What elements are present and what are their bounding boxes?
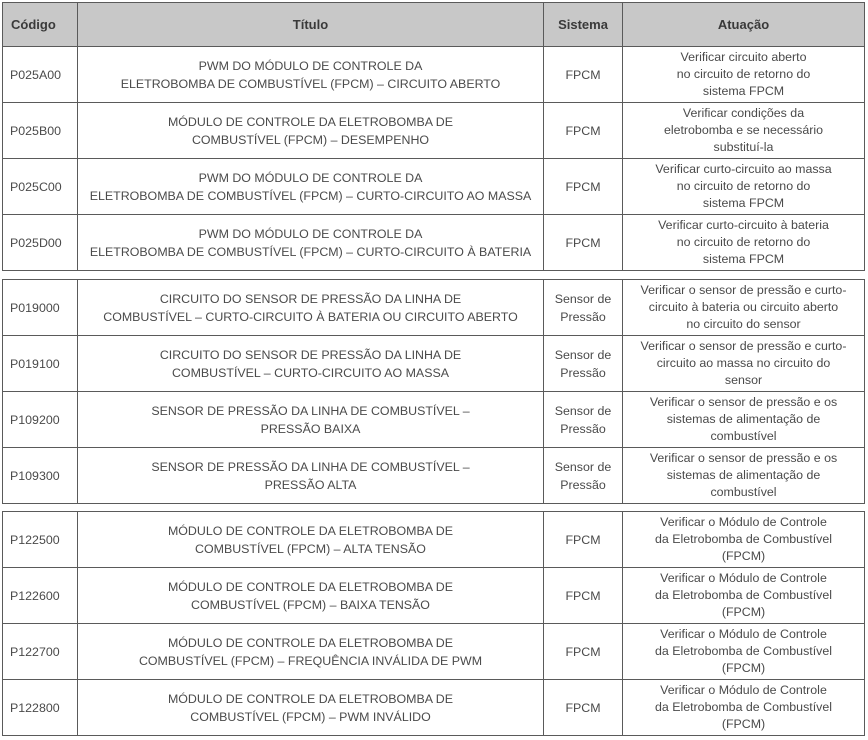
table-header-row [3, 3, 865, 47]
action-line: sistemas de alimentação de [666, 468, 821, 482]
action-line: sensor [724, 373, 763, 387]
table-row [3, 47, 865, 103]
action-line: sistema FPCM [702, 196, 785, 210]
system-line: Pressão [560, 477, 606, 492]
system-cell [544, 336, 623, 392]
action-line: no circuito de retorno do [676, 179, 811, 193]
code-cell: P025A00 [3, 47, 78, 103]
title-cell [78, 624, 544, 680]
action-line: (FPCM) [721, 549, 766, 563]
system-cell [544, 103, 623, 159]
action-cell [623, 280, 865, 336]
action-line: Verificar o Módulo de Controle [660, 515, 827, 529]
system-line: Pressão [560, 309, 606, 324]
action-line: circuito ao massa no circuito do [656, 356, 831, 370]
action-cell [623, 680, 865, 736]
title-line: COMBUSTÍVEL (FPCM) – DESEMPENHO [191, 132, 430, 147]
action-line: (FPCM) [721, 661, 766, 675]
action-cell [623, 159, 865, 215]
system-line: FPCM [565, 123, 601, 138]
system-cell [544, 568, 623, 624]
table-row [3, 448, 865, 504]
code-cell: P122800 [3, 680, 78, 736]
action-cell [623, 448, 865, 504]
fault-code-table-group-3 [2, 511, 865, 736]
action-line: Verificar curto-circuito à bateria [658, 218, 829, 232]
system-line: Pressão [560, 365, 606, 380]
title-line: CIRCUITO DO SENSOR DE PRESSÃO DA LINHA DE [159, 347, 462, 362]
system-line: Sensor de [554, 459, 612, 474]
system-line: FPCM [565, 700, 601, 715]
title-line: MÓDULO DE CONTROLE DA ELETROBOMBA DE [167, 635, 454, 650]
action-line: substituí-la [713, 140, 774, 154]
action-line: da Eletrobomba de Combustível [654, 700, 832, 714]
header-titulo: Título [78, 3, 544, 47]
action-line: da Eletrobomba de Combustível [654, 588, 832, 602]
title-line: ELETROBOMBA DE COMBUSTÍVEL (FPCM) – CURTO-CIRCUITO À BATERIA [89, 244, 532, 259]
action-line: da Eletrobomba de Combustível [654, 644, 832, 658]
title-line: PWM DO MÓDULO DE CONTROLE DA [198, 170, 423, 185]
system-line: FPCM [565, 179, 601, 194]
code-cell: P122600 [3, 568, 78, 624]
code-cell: P025D00 [3, 215, 78, 271]
table-row [3, 680, 865, 736]
table-row [3, 624, 865, 680]
action-line: no circuito do sensor [686, 317, 801, 331]
action-line: Verificar o Módulo de Controle [660, 627, 827, 641]
table-row [3, 512, 865, 568]
table-row [3, 336, 865, 392]
action-cell [623, 568, 865, 624]
title-cell [78, 392, 544, 448]
table-row [3, 103, 865, 159]
title-line: PRESSÃO BAIXA [260, 421, 361, 436]
title-cell [78, 448, 544, 504]
title-line: ELETROBOMBA DE COMBUSTÍVEL (FPCM) – CIRCUITO ABERTO [120, 76, 501, 91]
title-line: ELETROBOMBA DE COMBUSTÍVEL (FPCM) – CURTO-CIRCUITO AO MASSA [89, 188, 532, 203]
action-cell [623, 392, 865, 448]
header-sistema: Sistema [544, 3, 623, 47]
title-line: MÓDULO DE CONTROLE DA ELETROBOMBA DE [167, 579, 454, 594]
action-cell [623, 512, 865, 568]
action-line: no circuito de retorno do [676, 235, 811, 249]
header-atuacao: Atuação [623, 3, 865, 47]
system-cell [544, 159, 623, 215]
action-line: Verificar circuito aberto [680, 50, 807, 64]
action-cell [623, 624, 865, 680]
title-line: SENSOR DE PRESSÃO DA LINHA DE COMBUSTÍVEL – [151, 459, 470, 474]
system-line: FPCM [565, 235, 601, 250]
action-line: circuito à bateria ou circuito aberto [648, 300, 839, 314]
action-line: (FPCM) [721, 717, 766, 731]
table-row [3, 280, 865, 336]
system-line: FPCM [565, 644, 601, 659]
system-cell [544, 280, 623, 336]
title-line: MÓDULO DE CONTROLE DA ELETROBOMBA DE [167, 691, 454, 706]
action-line: combustível [710, 429, 777, 443]
action-line: sistema FPCM [702, 252, 785, 266]
title-line: MÓDULO DE CONTROLE DA ELETROBOMBA DE [167, 523, 454, 538]
action-cell [623, 215, 865, 271]
title-cell [78, 47, 544, 103]
system-cell [544, 680, 623, 736]
title-line: PWM DO MÓDULO DE CONTROLE DA [198, 226, 423, 241]
action-line: Verificar o Módulo de Controle [660, 571, 827, 585]
header-codigo: Código [3, 3, 78, 47]
action-line: eletrobomba e se necessário [663, 123, 824, 137]
action-cell [623, 103, 865, 159]
system-line: Sensor de [554, 291, 612, 306]
fault-code-table-group-2 [2, 279, 865, 504]
title-line: CIRCUITO DO SENSOR DE PRESSÃO DA LINHA DE [159, 291, 462, 306]
title-line: COMBUSTÍVEL – CURTO-CIRCUITO À BATERIA OU CIRCUITO ABERTO [103, 309, 518, 324]
title-cell [78, 680, 544, 736]
fault-code-table-group-1 [2, 2, 865, 271]
table-row [3, 159, 865, 215]
code-cell: P109300 [3, 448, 78, 504]
title-cell [78, 215, 544, 271]
system-line: Pressão [560, 421, 606, 436]
action-line: Verificar o sensor de pressão e curto- [640, 283, 847, 297]
action-line: combustível [710, 485, 777, 499]
code-cell: P019100 [3, 336, 78, 392]
table-row [3, 215, 865, 271]
title-line: COMBUSTÍVEL (FPCM) – BAIXA TENSÃO [191, 597, 430, 612]
title-cell [78, 512, 544, 568]
title-line: SENSOR DE PRESSÃO DA LINHA DE COMBUSTÍVEL – [151, 403, 470, 418]
title-line: PRESSÃO ALTA [264, 477, 357, 492]
title-cell [78, 103, 544, 159]
title-line: COMBUSTÍVEL (FPCM) – ALTA TENSÃO [195, 541, 426, 556]
action-line: Verificar curto-circuito ao massa [655, 162, 832, 176]
system-cell [544, 624, 623, 680]
code-cell: P025C00 [3, 159, 78, 215]
code-cell: P019000 [3, 280, 78, 336]
action-line: Verificar o Módulo de Controle [660, 683, 827, 697]
action-line: Verificar condições da [682, 106, 805, 120]
action-line: no circuito de retorno do [676, 67, 811, 81]
system-cell [544, 512, 623, 568]
table-row [3, 392, 865, 448]
code-cell: P025B00 [3, 103, 78, 159]
title-line: COMBUSTÍVEL (FPCM) – PWM INVÁLIDO [190, 709, 431, 724]
action-cell [623, 336, 865, 392]
action-line: da Eletrobomba de Combustível [654, 532, 832, 546]
system-line: FPCM [565, 532, 601, 547]
action-line: (FPCM) [721, 605, 766, 619]
action-line: sistemas de alimentação de [666, 412, 821, 426]
title-cell [78, 159, 544, 215]
title-cell [78, 336, 544, 392]
action-line: Verificar o sensor de pressão e os [649, 395, 838, 409]
code-cell: P109200 [3, 392, 78, 448]
action-line: sistema FPCM [702, 84, 785, 98]
system-cell [544, 392, 623, 448]
system-cell [544, 448, 623, 504]
system-line: Sensor de [554, 347, 612, 362]
title-cell [78, 568, 544, 624]
title-line: MÓDULO DE CONTROLE DA ELETROBOMBA DE [167, 114, 454, 129]
code-cell: P122500 [3, 512, 78, 568]
title-cell [78, 280, 544, 336]
title-line: COMBUSTÍVEL – CURTO-CIRCUITO AO MASSA [171, 365, 449, 380]
title-line: COMBUSTÍVEL (FPCM) – FREQUÊNCIA INVÁLIDA DE PWM [138, 653, 483, 668]
action-cell [623, 47, 865, 103]
system-line: FPCM [565, 588, 601, 603]
title-line: PWM DO MÓDULO DE CONTROLE DA [198, 58, 423, 73]
table-row [3, 568, 865, 624]
system-line: FPCM [565, 67, 601, 82]
system-cell [544, 215, 623, 271]
code-cell: P122700 [3, 624, 78, 680]
action-line: Verificar o sensor de pressão e curto- [640, 339, 847, 353]
system-line: Sensor de [554, 403, 612, 418]
action-line: Verificar o sensor de pressão e os [649, 451, 838, 465]
system-cell [544, 47, 623, 103]
